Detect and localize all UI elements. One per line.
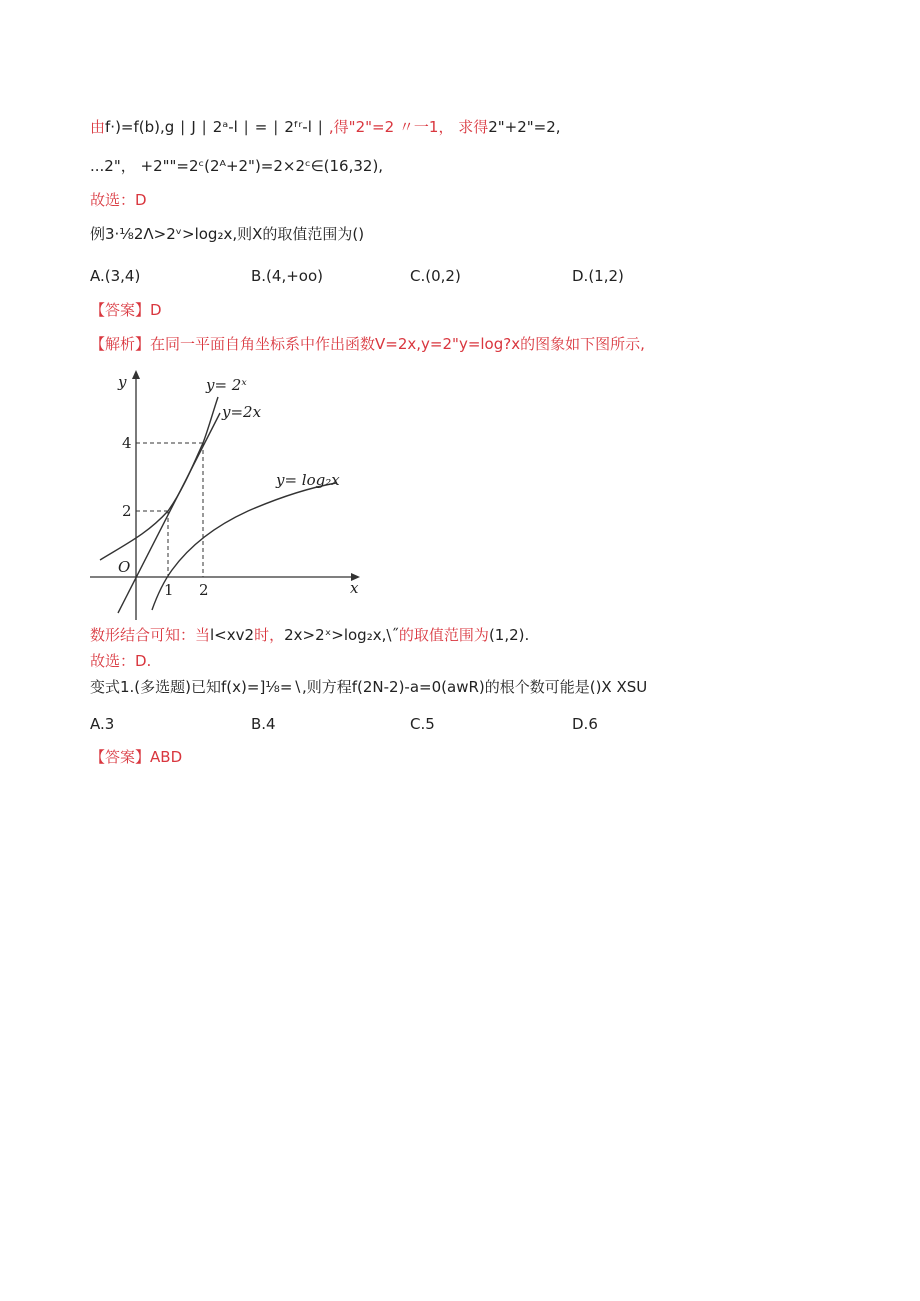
variant1-option-c: C.5 — [410, 715, 435, 733]
x-axis-label: x — [350, 579, 359, 597]
conclusion-e: 的取值范围为 — [398, 626, 489, 644]
solution-line-1 — [90, 117, 561, 137]
conclusion-b: l<xv2 — [210, 626, 255, 644]
linear-line-label: y=2x — [222, 403, 262, 421]
variant1-option-d: D.6 — [572, 715, 598, 733]
variant-1-question: 变式1.(多选题)已知f(x)=]⅛=∖,则方程f(2N-2)-a=0(awR)的根个数可能是()X XSU — [90, 678, 648, 696]
answer-2-label: 【答案】 — [90, 748, 151, 766]
variant1-option-b: B.4 — [251, 715, 276, 733]
analysis-text-a: 在同一平面自角坐标系中作出函数 — [150, 335, 376, 353]
line1-formula: f·)=f(b),g ∣ J ∣ 2ᵃ-l ∣ = ∣ 2ᶠʳ-l ∣ — [105, 118, 329, 136]
variant1-option-a: A.3 — [90, 715, 115, 733]
y-tick-4: 4 — [122, 434, 132, 452]
example3-option-c: C.(0,2) — [410, 267, 461, 285]
line1-tail: 2"+2"=2, — [488, 118, 561, 136]
conclusion-c: 时， — [254, 626, 285, 644]
conclusion-line — [90, 625, 529, 645]
example3-option-b: B.(4,+oo) — [251, 267, 323, 285]
solution-line-2: ...2"， +2""=2ᶜ(2ᴬ+2")=2×2ᶜ∈(16,32), — [90, 157, 384, 175]
analysis-line — [90, 334, 645, 354]
conclusion-a: 数形结合可知：当 — [90, 626, 211, 644]
line1-prefix: 由 — [90, 118, 106, 136]
origin-label: O — [118, 558, 131, 576]
answer-2 — [90, 747, 182, 767]
analysis-label: 【解析】 — [90, 335, 151, 353]
y-tick-2: 2 — [122, 502, 132, 520]
y-axis-arrow — [132, 370, 140, 379]
line1-red-text: ,得"2"=2 〃一1， 求得 — [328, 118, 489, 136]
analysis-text-c: 的图象如下图所示, — [520, 335, 645, 353]
example3-option-a: A.(3,4) — [90, 267, 141, 285]
exp-curve-label: y= 2ˣ — [206, 376, 247, 394]
log-curve-label: y= log₂x — [276, 471, 340, 489]
example3-option-d: D.(1,2) — [572, 267, 624, 285]
answer-1: 【答案】D — [90, 301, 162, 319]
x-tick-2: 2 — [199, 581, 209, 599]
analysis-text-b: V=2x,y=2"y=log?x — [375, 335, 521, 353]
log-curve — [152, 483, 336, 610]
choice-line-2: 故选：D. — [90, 652, 152, 670]
conclusion-f: (1,2). — [488, 626, 530, 644]
y-axis-label: y — [118, 373, 127, 391]
exp-curve — [100, 397, 218, 560]
conclusion-d: 2x>2ˣ>log₂x,\˝ — [284, 626, 399, 644]
choice-line-1: 故选：D — [90, 191, 147, 209]
function-graph-figure — [88, 365, 378, 623]
example-3-question: 例3·⅛2Λ>2ᵛ>log₂x,则X的取值范围为() — [90, 225, 365, 243]
answer-2-text: ABD — [150, 748, 183, 766]
x-tick-1: 1 — [164, 581, 174, 599]
